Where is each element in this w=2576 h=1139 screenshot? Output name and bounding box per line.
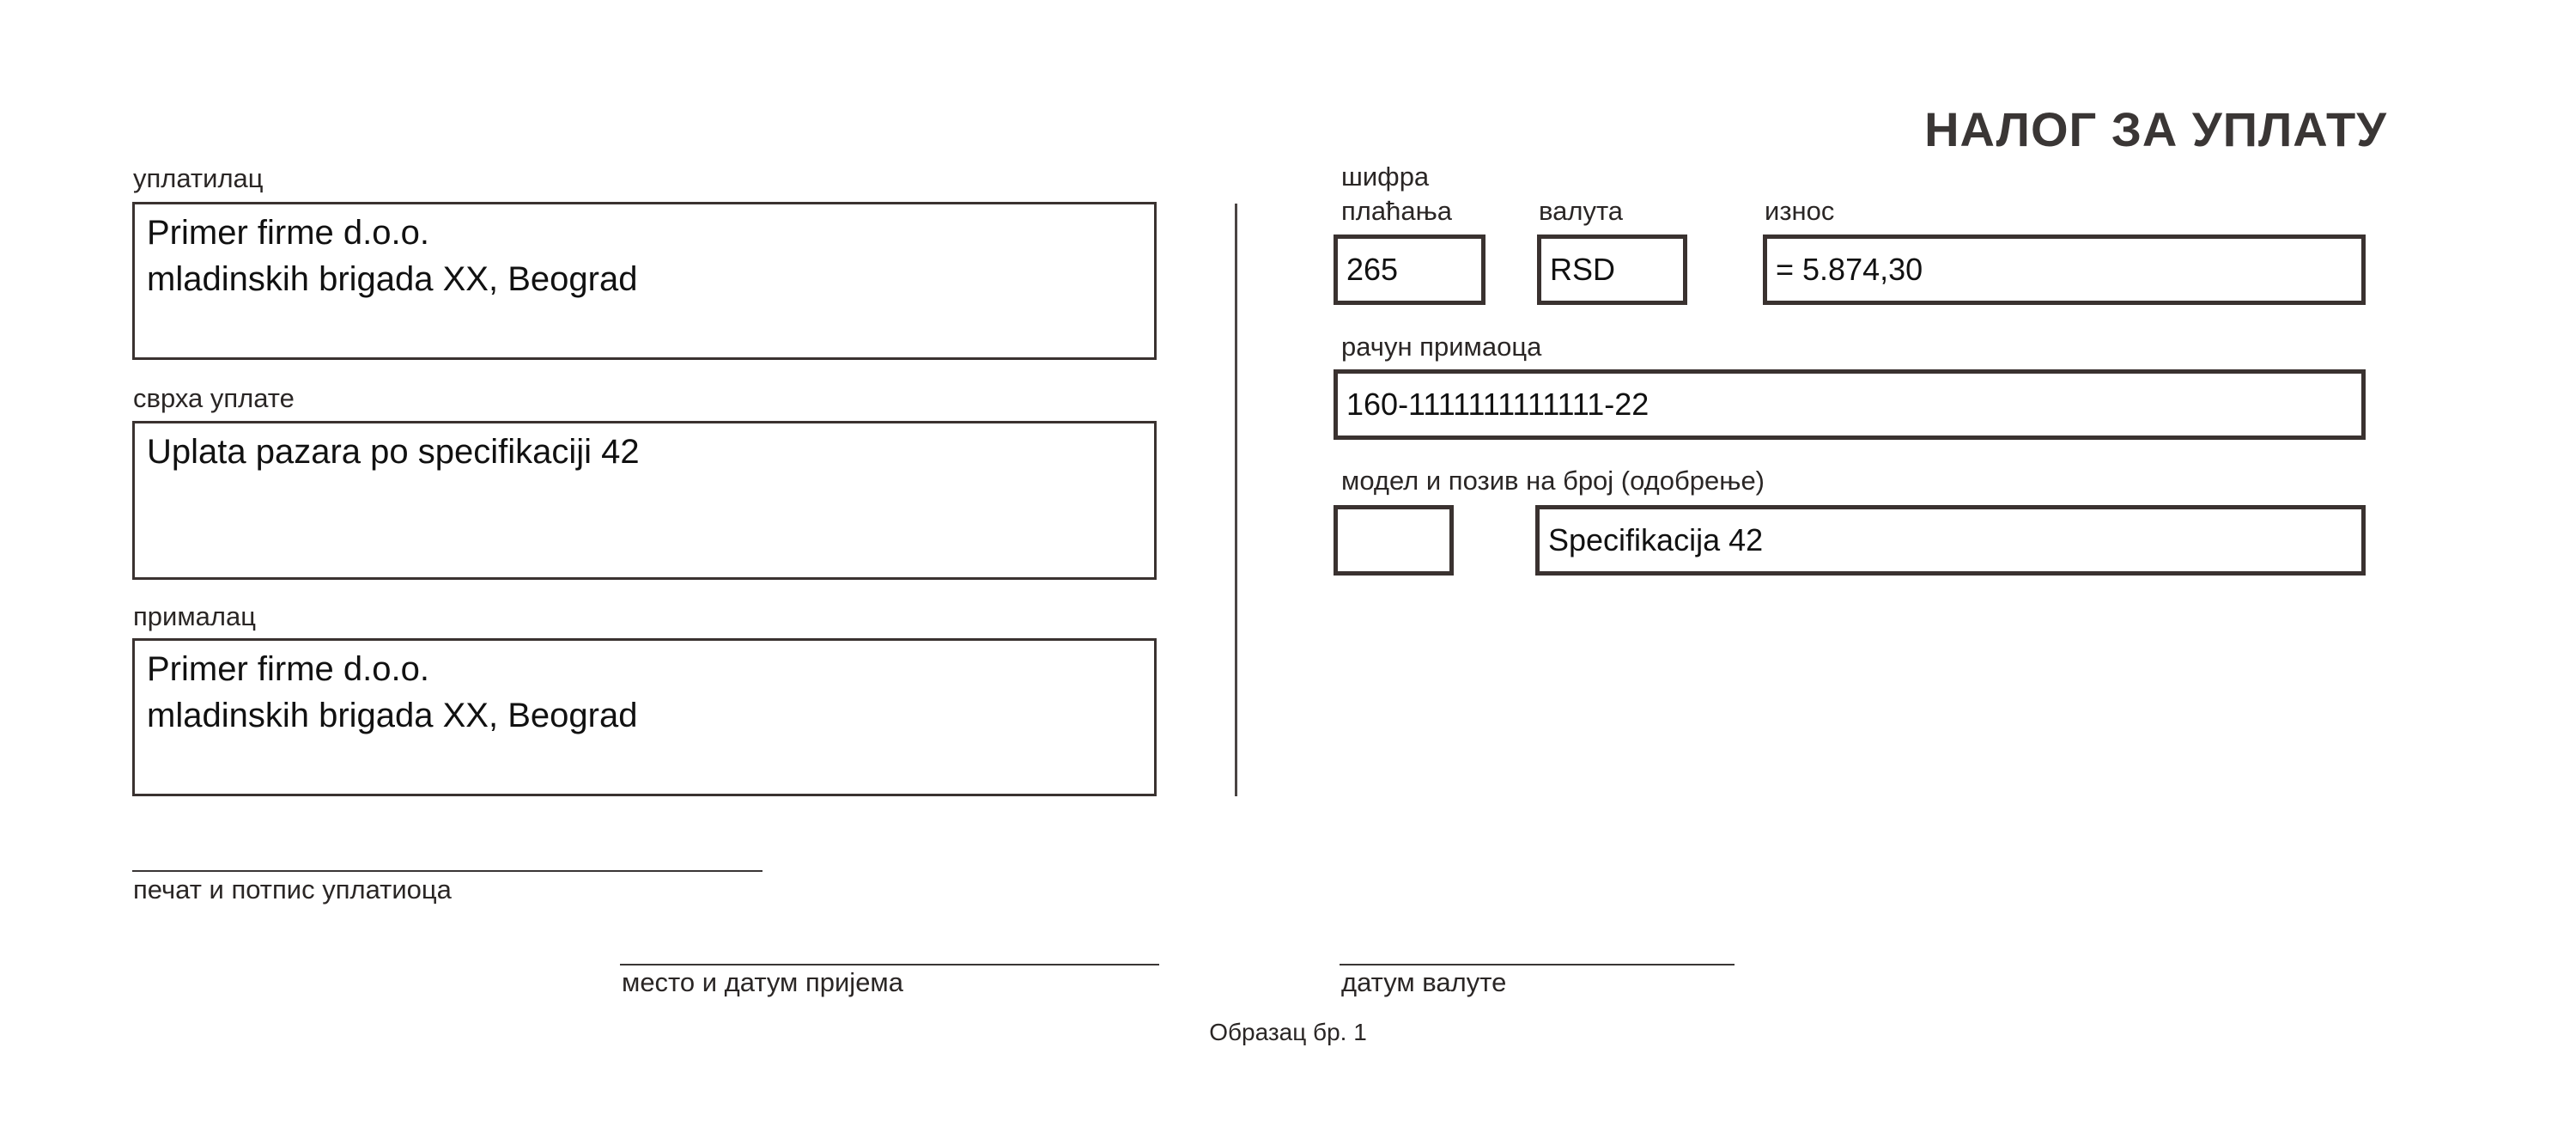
amount-label: износ <box>1765 196 1835 226</box>
value-date-label: датум валуте <box>1341 967 1507 997</box>
payer-text <box>147 210 637 302</box>
recipient-field[interactable] <box>132 638 1157 796</box>
place-date-line <box>620 964 1159 965</box>
reference-label: модел и позив на број (одобрење) <box>1341 466 1765 496</box>
place-date-label: место и датум пријема <box>622 967 903 997</box>
currency-value: RSD <box>1550 252 1616 287</box>
reference-number-value: Specifikacija 42 <box>1548 522 1764 557</box>
payer-field[interactable] <box>132 202 1157 360</box>
payment-code-label-line1: шифра <box>1341 161 1430 192</box>
amount-field[interactable] <box>1763 234 2366 305</box>
recipient-account-value: 160-1111111111111-22 <box>1346 387 1649 422</box>
amount-value: = 5.874,30 <box>1776 252 1923 287</box>
form-title: НАЛОГ ЗА УПЛАТУ <box>1924 102 2387 156</box>
payment-code-value: 265 <box>1346 252 1399 287</box>
reference-number-field[interactable] <box>1535 505 2366 576</box>
payer-line-1: Primer firme d.o.o. <box>147 214 429 252</box>
purpose-text <box>147 429 640 475</box>
value-date-line <box>1340 964 1735 965</box>
payment-code-field[interactable] <box>1334 234 1485 305</box>
payment-code-label-line2: плаћања <box>1341 196 1453 226</box>
vertical-divider <box>1235 204 1237 796</box>
recipient-line-2: mladinskih brigada XX, Beograd <box>147 697 638 734</box>
signature-line <box>132 870 762 872</box>
currency-field[interactable] <box>1537 234 1687 305</box>
recipient-label: прималац <box>133 601 256 631</box>
currency-label: валута <box>1539 196 1624 226</box>
purpose-value: Uplata pazara po specifikaciji 42 <box>147 433 640 471</box>
payer-label: уплатилац <box>133 163 264 193</box>
payer-line-2: mladinskih brigada XX, Beograd <box>147 260 638 298</box>
form-number-footer: Образац бр. 1 <box>1209 1019 1367 1045</box>
recipient-account-label: рачун примаоца <box>1341 332 1542 362</box>
signature-label: печат и потпис уплатиоца <box>133 874 452 904</box>
reference-model-field[interactable] <box>1334 505 1454 576</box>
purpose-field[interactable] <box>132 421 1157 580</box>
purpose-label: сврха уплате <box>133 383 295 413</box>
recipient-account-field[interactable] <box>1334 369 2366 440</box>
recipient-line-1: Primer firme d.o.o. <box>147 650 429 688</box>
recipient-text <box>147 646 637 739</box>
